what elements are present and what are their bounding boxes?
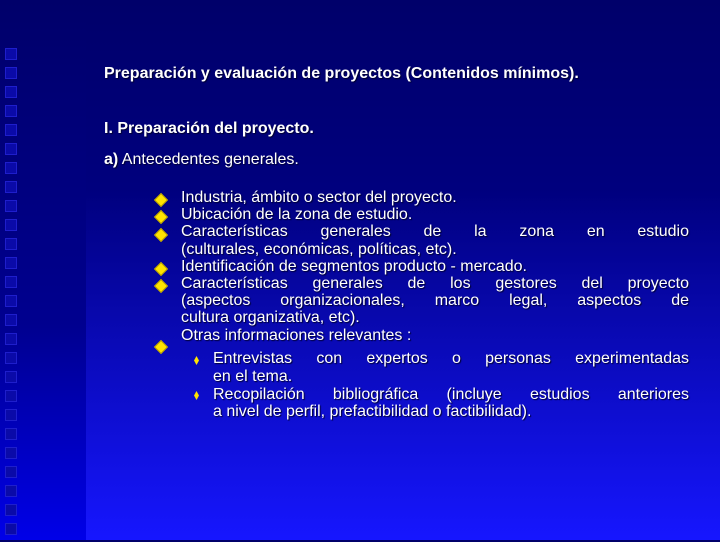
subsection-prefix: a) — [104, 151, 119, 168]
decorative-square — [5, 447, 17, 459]
decorative-square — [5, 219, 17, 231]
decorative-square — [5, 371, 17, 383]
decorative-square — [5, 124, 17, 136]
sub-item-entrevistas-cont: en el tema. — [213, 368, 293, 385]
bullet-item-caracteristicas-zona-cont: (culturales, económicas, políticas, etc). — [181, 241, 457, 258]
bullet-item-ubicacion: Ubicación de la zona de estudio. — [181, 206, 413, 223]
left-decorative-strip — [0, 0, 86, 540]
bullet-item-otras: Otras informaciones relevantes : — [181, 327, 412, 344]
bullet-icon — [154, 210, 168, 224]
decorative-square — [5, 390, 17, 402]
sub-bullet-icon — [194, 356, 199, 365]
bullet-item-gestores-cont2: cultura organizativa, etc). — [181, 309, 360, 326]
decorative-square — [5, 48, 17, 60]
decorative-square — [5, 238, 17, 250]
slide-title: Preparación y evaluación de proyectos (Contenidos mínimos). — [104, 65, 579, 82]
decorative-square — [5, 86, 17, 98]
sub-item-recopilacion: Recopilación bibliográfica (incluye estudios anteriores — [213, 386, 689, 403]
bullet-item-industria: Industria, ámbito o sector del proyecto. — [181, 189, 457, 206]
subsection-heading — [104, 151, 704, 168]
decorative-square — [5, 295, 17, 307]
decorative-square — [5, 143, 17, 155]
subsection-text: Antecedentes generales. — [118, 151, 299, 168]
decorative-square — [5, 162, 17, 174]
bullet-icon — [154, 228, 168, 242]
decorative-square — [5, 466, 17, 478]
decorative-square — [5, 200, 17, 212]
decorative-square — [5, 485, 17, 497]
decorative-square — [5, 409, 17, 421]
decorative-square — [5, 314, 17, 326]
bullet-item-segmentos: Identificación de segmentos producto - mercado. — [181, 258, 527, 275]
bullet-item-caracteristicas-zona: Características generales de la zona en estudio — [181, 223, 689, 240]
bullet-icon — [154, 340, 168, 354]
bullet-icon — [154, 262, 168, 276]
section-heading: I. Preparación del proyecto. — [104, 120, 314, 137]
decorative-square — [5, 181, 17, 193]
decorative-square — [5, 67, 17, 79]
decorative-square — [5, 276, 17, 288]
decorative-square — [5, 523, 17, 535]
decorative-square — [5, 428, 17, 440]
sub-item-entrevistas: Entrevistas con expertos o personas experimentadas — [213, 350, 689, 367]
decorative-square — [5, 333, 17, 345]
sub-item-recopilacion-cont: a nivel de perfil, prefactibilidad o factibilidad). — [213, 403, 532, 420]
decorative-square — [5, 257, 17, 269]
bullet-item-gestores: Características generales de los gestores del proyecto — [181, 275, 689, 292]
decorative-square — [5, 105, 17, 117]
decorative-square — [5, 504, 17, 516]
bullet-icon — [154, 279, 168, 293]
bullet-item-gestores-cont: (aspectos organizacionales, marco legal, aspectos de — [181, 292, 689, 309]
sub-bullet-icon — [194, 391, 199, 400]
decorative-square — [5, 352, 17, 364]
bullet-icon — [154, 193, 168, 207]
decorative-squares — [5, 48, 19, 542]
